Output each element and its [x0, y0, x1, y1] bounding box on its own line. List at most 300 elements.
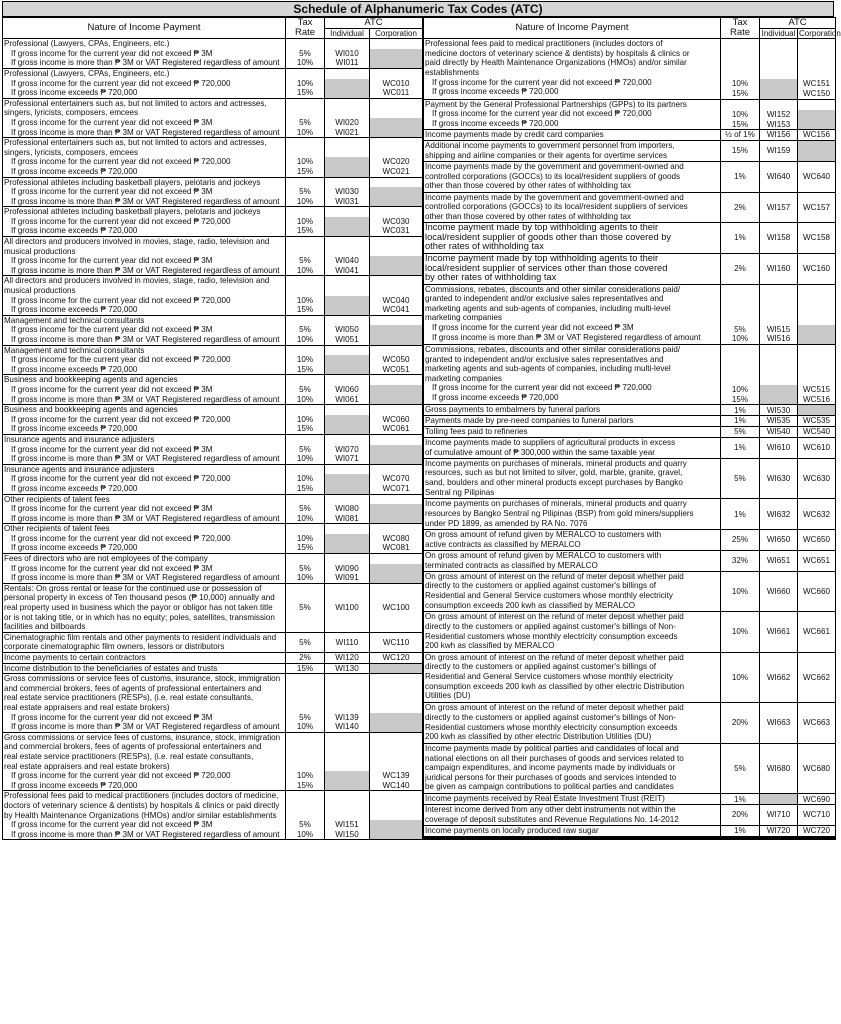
code-value: WC050	[382, 355, 410, 365]
atc-corporation-cell	[798, 223, 836, 254]
code-value	[286, 684, 324, 694]
atc-entry-row	[424, 794, 836, 805]
atc-individual-cell	[325, 554, 370, 584]
income-nature-cell	[424, 416, 721, 427]
code-value	[324, 365, 370, 375]
atc-individual-cell	[760, 499, 798, 530]
code-value	[369, 820, 423, 830]
tax-rate-cell	[721, 703, 760, 744]
code-value	[370, 405, 422, 415]
code-value: WI157	[766, 202, 791, 212]
income-nature-cell	[3, 207, 286, 237]
income-nature-cell	[3, 315, 286, 345]
code-value: WC720	[803, 826, 831, 836]
tax-rate-cell	[286, 177, 325, 207]
atc-individual-cell	[325, 494, 370, 524]
code-value	[798, 51, 835, 61]
code-value: WI100	[335, 603, 359, 613]
code-value: 15%	[296, 780, 314, 790]
code-value	[370, 286, 422, 296]
atc-individual-cell	[760, 550, 798, 571]
code-value	[370, 791, 422, 801]
income-description-line: Residential customers whose monthly electricity consumption exceeds	[425, 722, 678, 732]
income-description-line: If gross income for the current year did not exceed ₱ 720,000	[11, 771, 231, 781]
income-description-line: If gross income for the current year did not exceed ₱ 3M	[11, 444, 213, 454]
right-table-body	[424, 39, 836, 840]
code-value	[369, 385, 423, 395]
income-description-line: Additional income payments to government personnel from importers,	[425, 141, 675, 151]
code-value	[760, 296, 797, 306]
atc-corporation-cell	[798, 550, 836, 571]
income-description-line: real property used in business which the payor or obligor has not taken title	[4, 603, 273, 613]
code-value: WC139	[382, 771, 410, 781]
atc-entry-row	[424, 99, 836, 130]
code-value	[370, 375, 422, 385]
atc-entry-row	[424, 458, 836, 499]
tax-rate-cell	[286, 791, 325, 840]
code-value	[325, 742, 369, 752]
atc-individual-cell	[760, 826, 798, 837]
income-nature-cell	[3, 494, 286, 524]
income-description-line: If gross income is more than ₱ 3M or VAT Registered regardless of amount	[11, 722, 280, 732]
code-value	[798, 286, 835, 296]
income-description-line: If gross income exceeds ₱ 720,000	[11, 483, 138, 493]
code-value	[370, 276, 422, 286]
income-description-line: Gross commissions or service fees of customs, insurance, stock, immigration	[4, 674, 281, 684]
code-value	[798, 70, 835, 80]
code-value: WI061	[335, 394, 359, 404]
income-nature-cell	[3, 434, 286, 464]
code-value: WI070	[335, 444, 359, 454]
income-description-line: Income payments to certain contractors	[4, 653, 146, 662]
code-value	[760, 100, 797, 110]
atc-entry-row	[424, 612, 836, 653]
income-description-line: Utilities (DU)	[425, 691, 471, 701]
code-value	[798, 41, 835, 51]
code-value	[325, 791, 369, 801]
code-value	[760, 41, 797, 51]
code-value: WI159	[766, 146, 791, 156]
code-value	[798, 347, 835, 357]
income-description-line: real estate appraisers and real estate brokers)	[4, 702, 170, 712]
code-value	[369, 573, 423, 583]
atc-individual-cell	[760, 438, 798, 459]
code-value: 15%	[296, 166, 314, 176]
income-description-line: If gross income for the current year did not exceed ₱ 3M	[11, 117, 213, 127]
code-value	[370, 99, 422, 109]
code-value: 10%	[731, 110, 749, 120]
income-nature-cell	[3, 663, 286, 674]
code-value: WC020	[382, 157, 410, 167]
code-value	[325, 693, 369, 703]
code-value	[286, 69, 324, 79]
code-value: 1%	[734, 171, 746, 181]
code-value: 1%	[734, 509, 746, 519]
atc-entry-row	[3, 276, 423, 315]
code-value: 10%	[296, 265, 314, 275]
income-description-line: Professional athletes including basketball players, pelotaris and jockeys	[4, 177, 261, 187]
income-description-line: Professional (Lawyers, CPAs, Engineers, etc.)	[4, 68, 170, 78]
atc-entry-row	[3, 177, 423, 207]
income-description-line: If gross income for the current year did not exceed ₱ 3M	[11, 325, 213, 335]
income-nature-cell	[3, 653, 286, 664]
code-value: 20%	[731, 810, 749, 820]
code-value	[286, 524, 324, 534]
code-value: WC051	[382, 364, 410, 374]
atc-individual-cell	[325, 405, 370, 435]
code-value: WI710	[766, 810, 791, 820]
code-value: WC157	[803, 202, 831, 212]
atc-corporation-cell	[370, 39, 423, 69]
income-description-line: resources, such as but not limited to silver, gold, marble, granite, gravel,	[425, 468, 683, 478]
code-value	[760, 366, 797, 376]
tax-rate-cell	[721, 161, 760, 192]
code-value: WC040	[382, 295, 410, 305]
atc-corporation-cell	[798, 416, 836, 427]
code-value	[286, 752, 324, 762]
atc-entry-row	[424, 405, 836, 416]
income-description-line: If gross income exceeds ₱ 720,000	[11, 166, 138, 176]
tax-rate-cell	[721, 743, 760, 793]
income-description-line: If gross income exceeds ₱ 720,000	[11, 364, 138, 374]
tax-rate-cell	[286, 39, 325, 69]
code-value: WI040	[335, 256, 359, 266]
code-value	[324, 534, 370, 544]
income-description-line: controlled corporations (GOCCs) to its local/resident suppliers of services	[425, 202, 688, 212]
code-value: 5%	[299, 444, 311, 454]
atc-corporation-cell	[370, 494, 423, 524]
income-nature-cell	[424, 223, 721, 254]
atc-corporation-cell	[370, 554, 423, 584]
income-description-line: Residential customers whose monthly electricity consumption exceeds	[425, 631, 678, 641]
income-description-line: Insurance agents and insurance adjusters	[4, 434, 155, 444]
atc-entry-row	[3, 39, 423, 69]
code-value	[721, 41, 759, 51]
code-value: 15%	[296, 305, 314, 315]
code-value	[286, 791, 324, 801]
income-description-line: If gross income exceeds ₱ 720,000	[432, 118, 559, 128]
code-value: WI661	[766, 627, 791, 637]
code-value: 2%	[734, 264, 746, 274]
code-value: 5%	[299, 603, 311, 613]
code-value	[798, 376, 835, 386]
tax-rate-header: Tax Rate	[721, 18, 760, 39]
code-value: WC030	[382, 216, 410, 226]
income-nature-cell	[424, 405, 721, 416]
atc-corporation-cell	[798, 99, 836, 130]
income-description-line: Gross commissions or service fees of customs, insurance, stock, immigration	[4, 732, 281, 742]
code-value: WI156	[766, 130, 791, 140]
code-value: 10%	[731, 79, 749, 89]
tax-rate-cell	[286, 732, 325, 791]
income-nature-cell	[3, 276, 286, 315]
income-description-line: Professional athletes including basketball players, pelotaris and jockeys	[4, 207, 261, 217]
left-table-body	[3, 39, 423, 840]
tax-rate-cell	[286, 494, 325, 524]
atc-corporation-cell	[370, 663, 423, 674]
atc-entry-row	[424, 416, 836, 427]
nature-header: Nature of Income Payment	[3, 18, 286, 39]
tax-rate-cell	[286, 315, 325, 345]
code-value: WC661	[803, 627, 831, 637]
code-value: 25%	[731, 535, 749, 545]
income-nature-cell	[424, 805, 721, 826]
code-value	[286, 693, 324, 703]
atc-entry-row	[424, 530, 836, 551]
income-description-line: directly to the customers or applied against customer's billings of	[425, 581, 656, 591]
tax-rate-cell	[721, 612, 760, 653]
code-value	[325, 316, 369, 326]
code-value	[286, 733, 324, 743]
atc-entry-row	[424, 345, 836, 405]
income-description-line: Payments made by pre-need companies to funeral parlors	[425, 416, 634, 426]
code-value	[370, 752, 422, 762]
income-description-line: Other recipients of talent fees	[4, 494, 110, 504]
income-nature-cell	[424, 99, 721, 130]
code-value	[370, 237, 422, 247]
code-value	[797, 120, 836, 130]
code-value	[325, 674, 369, 684]
code-value	[325, 495, 369, 505]
code-value: 15%	[296, 424, 314, 434]
code-value: WI720	[766, 826, 791, 836]
income-description-line: If gross income for the current year did not exceed ₱ 3M	[11, 563, 213, 573]
atc-corporation-cell	[798, 253, 836, 284]
code-value: WC160	[803, 264, 831, 274]
atc-corporation-cell	[798, 161, 836, 192]
code-value	[370, 178, 422, 188]
code-value: WC662	[803, 672, 831, 682]
code-value: 1%	[734, 416, 746, 426]
code-value	[286, 346, 324, 356]
left-atc-table	[2, 17, 423, 840]
code-value: 10%	[296, 127, 314, 137]
code-value	[370, 138, 422, 148]
atc-entry-row	[3, 732, 423, 791]
code-value	[286, 276, 324, 286]
code-value	[369, 395, 423, 405]
code-value	[798, 315, 835, 325]
code-value: 10%	[731, 385, 749, 395]
atc-entry-row	[3, 663, 423, 674]
income-description-line: Income payments made to suppliers of agricultural products in excess	[425, 438, 676, 448]
tax-rate-cell	[286, 524, 325, 554]
code-value	[286, 99, 324, 109]
atc-individual-cell	[760, 743, 798, 793]
income-nature-cell	[424, 130, 721, 141]
income-description-line: If gross income is more than ₱ 3M or VAT Registered regardless of amount	[11, 196, 280, 206]
code-value	[325, 346, 369, 356]
atc-entry-row	[424, 826, 836, 837]
atc-individual-cell	[325, 98, 370, 137]
code-value: WI091	[335, 573, 359, 583]
atc-individual-cell	[760, 571, 798, 612]
income-description-line: local/resident supplier of services other than those covered	[425, 262, 668, 273]
code-value: 10%	[296, 414, 314, 424]
atc-corporation-cell	[370, 98, 423, 137]
code-value: WI051	[335, 335, 359, 344]
tax-rate-cell	[721, 223, 760, 254]
code-value	[760, 347, 797, 357]
code-value	[370, 435, 422, 445]
income-description-line: paid directly by Health Maintenance Organizations (HMOs) and/or similar	[425, 58, 687, 68]
code-value	[324, 355, 370, 365]
atc-corporation-cell	[798, 743, 836, 793]
income-description-line: terminated contracts as classified by MERALCO	[425, 560, 598, 570]
code-value	[370, 762, 422, 772]
code-value	[370, 346, 422, 356]
atc-individual-cell	[760, 223, 798, 254]
code-value: 10%	[296, 474, 314, 484]
code-value	[370, 742, 422, 752]
income-description-line: Tolling fees paid to refineries	[425, 427, 528, 437]
income-nature-cell	[424, 839, 721, 840]
code-value: WI050	[335, 325, 359, 335]
code-value: 1%	[734, 794, 746, 804]
income-description-line: On gross amount of interest on the refund of meter deposit whether paid	[425, 703, 684, 713]
code-value	[325, 148, 369, 158]
atc-individual-cell	[325, 138, 370, 177]
income-description-line: Interest income derived from any other debt instruments not within the	[425, 805, 676, 815]
code-value	[325, 276, 369, 286]
atc-individual-cell	[325, 524, 370, 554]
income-nature-cell	[424, 253, 721, 284]
atc-corporation-cell	[798, 130, 836, 141]
code-value: 10%	[296, 573, 314, 583]
code-value	[325, 801, 369, 811]
atc-entry-row	[3, 674, 423, 733]
income-description-line: On gross amount of interest on the refund of meter deposit whether paid	[425, 571, 684, 581]
code-value	[324, 474, 370, 484]
income-description-line: Gross payments to embalmers by funeral parlors	[425, 405, 600, 415]
code-value	[370, 316, 422, 326]
atc-entry-row	[3, 632, 423, 652]
code-value	[286, 405, 324, 415]
code-value	[370, 465, 422, 475]
schedule-title: Schedule of Alphanumeric Tax Codes (ATC)	[2, 1, 834, 17]
income-description-line: juridical persons for their purchases of goods and services intended to	[425, 772, 677, 782]
code-value	[325, 554, 369, 564]
tax-rate-cell	[286, 653, 325, 664]
income-description-line: directly to the customers or applied against customer's billings of Non-	[425, 621, 676, 631]
income-description-line: and commercial brokers, fees of agents of professional entertainers and	[4, 742, 262, 752]
code-value	[760, 356, 797, 366]
code-value	[369, 58, 423, 68]
code-value	[760, 376, 797, 386]
code-value: 1%	[734, 405, 746, 415]
income-nature-cell	[424, 530, 721, 551]
atc-corporation-cell	[798, 652, 836, 702]
code-value: WC080	[382, 533, 410, 543]
atc-entry-row	[3, 653, 423, 664]
atc-corporation-cell	[370, 237, 423, 276]
code-value: 15%	[731, 146, 749, 156]
code-value	[369, 266, 423, 276]
code-value	[369, 325, 423, 335]
income-nature-cell	[424, 192, 721, 223]
code-value	[370, 733, 422, 743]
corporation-header: Corporation	[799, 28, 841, 38]
code-value: 5%	[299, 48, 311, 58]
income-description-line: Income payments made by political parties and candidates of local and	[425, 743, 679, 753]
income-description-line: other rates of withholding tax	[425, 241, 544, 252]
code-value: WC535	[803, 416, 831, 426]
tax-rate-cell	[721, 530, 760, 551]
code-value	[325, 286, 369, 296]
income-description-line: active contracts as classified by MERALCO	[425, 539, 581, 549]
code-value: WC061	[382, 424, 410, 434]
tax-rate-cell	[286, 405, 325, 435]
code-value: WI630	[766, 473, 791, 483]
atc-entry-row	[3, 554, 423, 584]
code-value	[286, 148, 324, 158]
code-value: WC663	[803, 718, 831, 728]
tax-rate-cell	[286, 583, 325, 632]
income-description-line: Professional (Lawyers, CPAs, Engineers, etc.)	[4, 39, 170, 49]
income-description-line: coverage of deposit substitutes and Revenue Regulations No. 14-2012	[425, 814, 679, 824]
income-description-line: If gross income for the current year did not exceed ₱ 3M	[11, 820, 213, 830]
code-value: WI130	[335, 663, 359, 673]
code-value: WC640	[803, 171, 831, 181]
atc-individual-cell	[760, 458, 798, 499]
code-value: WC070	[382, 474, 410, 484]
atc-corporation-cell	[798, 141, 836, 162]
code-value	[798, 306, 835, 316]
income-description-line: Income payments received by Real Estate Investment Trust (REIT)	[425, 794, 665, 804]
code-value	[286, 207, 324, 217]
code-value: WC071	[382, 483, 410, 493]
income-description-line: local/resident supplier of goods other than those covered by	[425, 231, 672, 242]
atc-corporation-cell	[370, 375, 423, 405]
atc-individual-cell	[760, 794, 798, 805]
code-value: 32%	[731, 556, 749, 566]
code-value: WI650	[766, 535, 791, 545]
code-value: ½ of 1%	[725, 130, 755, 140]
income-nature-cell	[424, 499, 721, 530]
income-description-line: consumption exceeds 200 kwh as classified by other electric Distribution	[425, 681, 685, 691]
income-description-line: Income payments made by the government and government-owned and	[425, 192, 684, 202]
atc-entry-row	[424, 839, 836, 840]
code-value: WI660	[766, 586, 791, 596]
atc-individual-cell	[325, 674, 370, 733]
code-value	[325, 237, 369, 247]
code-value: 10%	[731, 586, 749, 596]
income-nature-cell	[424, 39, 721, 99]
tax-rate-cell	[721, 141, 760, 162]
code-value	[286, 742, 324, 752]
code-value	[370, 674, 422, 684]
income-description-line: If gross income for the current year did not exceed ₱ 720,000	[11, 157, 231, 167]
tax-rate-cell	[286, 237, 325, 276]
code-value: WI530	[766, 405, 791, 415]
income-description-line: musical productions	[4, 246, 76, 256]
income-nature-cell	[3, 732, 286, 791]
code-value: 10%	[296, 829, 314, 839]
income-description-line: If gross income for the current year did not exceed ₱ 3M	[11, 384, 213, 394]
tax-rate-cell	[286, 207, 325, 237]
code-value: WC540	[803, 427, 831, 437]
income-description-line: Commissions, rebates, discounts and other similar considerations paid/	[425, 284, 681, 294]
atc-corporation-cell	[370, 583, 423, 632]
income-description-line: real estate service practitioners (RESPs), (i.e. real estate consultants,	[4, 693, 254, 703]
atc-entry-row	[3, 138, 423, 177]
atc-individual-cell	[760, 99, 798, 130]
atc-entry-row	[3, 98, 423, 137]
income-description-line: facilities and billboards	[4, 622, 86, 632]
atc-entry-row	[3, 207, 423, 237]
atc-corporation-cell	[798, 499, 836, 530]
income-description-line: campaign expenditures, and income payments made by individuals or	[425, 763, 676, 773]
